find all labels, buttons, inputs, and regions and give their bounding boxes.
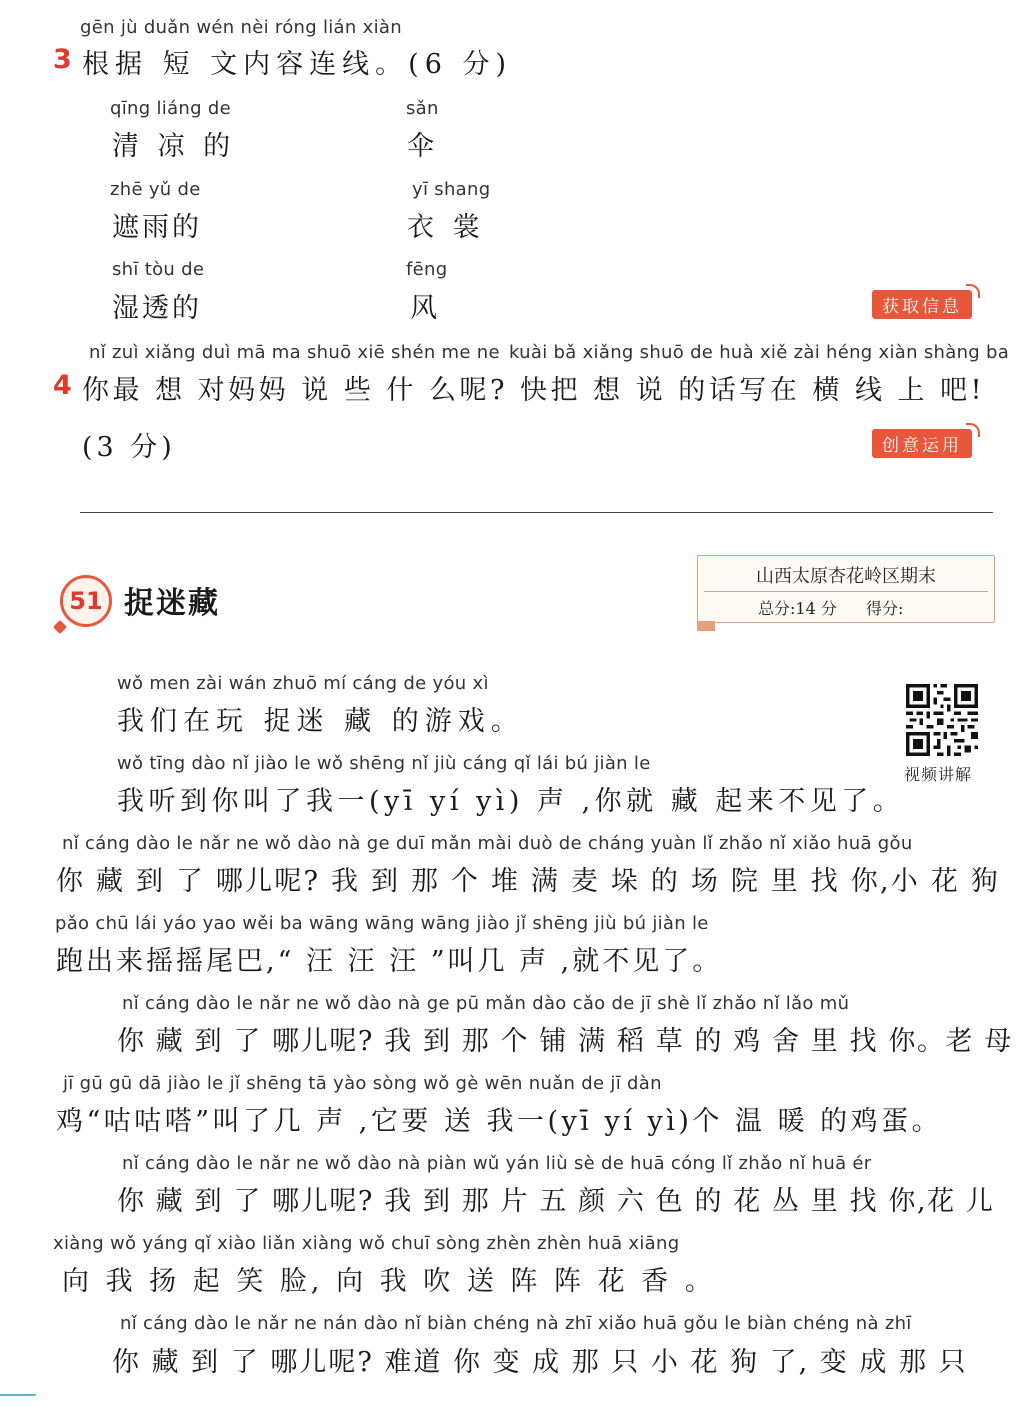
q3-right-3[interactable]: 风 <box>410 293 442 324</box>
passage-line-3: 你 藏 到 了 哪儿呢? 我 到 那 个 堆 满 麦 垛 的 场 院 里 找 你,小 花 狗 <box>56 866 1000 897</box>
passage-pinyin-2: wǒ tīng dào nǐ jiào le wǒ shēng nǐ jiù cáng qǐ lái bú jiàn le <box>117 753 651 774</box>
passage-pinyin-3: nǐ cáng dào le nǎr ne wǒ dào nà ge duī mǎn mài duò de cháng yuàn lǐ zhǎo nǐ xiǎo huā gǒu <box>62 833 913 854</box>
lesson-number-badge: 51 <box>60 575 112 627</box>
passage-pinyin-7: nǐ cáng dào le nǎr ne wǒ dào nà piàn wǔ yán liù sè de huā cóng lǐ zhǎo nǐ huā ér <box>122 1153 872 1174</box>
q3-left-1[interactable]: 清 凉 的 <box>112 131 236 162</box>
q3-right-2-pinyin: yī shang <box>412 179 491 200</box>
score-box-divider <box>704 591 988 592</box>
passage-line-5: 你 藏 到 了 哪儿呢? 我 到 那 个 铺 满 稻 草 的 鸡 舍 里 找 你。老 母 <box>117 1026 1013 1057</box>
q4-number: 4 <box>53 370 72 401</box>
page-corner-mark <box>0 1394 36 1400</box>
score-box <box>697 555 995 623</box>
q4-prompt: 你最 想 对妈妈 说 些 什 么呢? 快把 想 说 的话写在 横 线 上 吧! <box>82 375 985 406</box>
q3-left-2-pinyin: zhē yǔ de <box>110 179 201 200</box>
passage-line-7: 你 藏 到 了 哪儿呢? 我 到 那 片 五 颜 六 色 的 花 丛 里 找 你,花 儿 <box>117 1186 995 1217</box>
qr-code-icon[interactable] <box>906 684 978 756</box>
badge-creative: 创意运用 <box>872 429 972 458</box>
q3-right-1[interactable]: 伞 <box>407 131 439 162</box>
q3-left-1-pinyin: qīng liáng de <box>110 98 231 119</box>
passage-line-6: 鸡“咕咕嗒”叫了几 声 ,它要 送 我一(yī yí yì)个 温 暖 的鸡蛋。 <box>56 1106 943 1137</box>
passage-line-9: 你 藏 到 了 哪儿呢? 难道 你 变 成 那 只 小 花 狗 了, 变 成 那 只 <box>112 1347 968 1378</box>
q3-pinyin: gēn jù duǎn wén nèi róng lián xiàn <box>80 17 402 38</box>
q3-number: 3 <box>53 44 72 75</box>
passage-line-4: 跑出来摇摇尾巴,“ 汪 汪 汪 ”叫几 声 ,就不见了。 <box>56 946 723 977</box>
passage-pinyin-8: xiàng wǒ yáng qǐ xiào liǎn xiàng wǒ chuī sòng zhèn zhèn huā xiāng <box>53 1233 680 1254</box>
q4-pinyin-a: nǐ zuì xiǎng duì mā ma shuō xiē shén me ne <box>89 342 500 363</box>
badge-get-info: 获取信息 <box>872 290 972 319</box>
passage-pinyin-1: wǒ men zài wán zhuō mí cáng de yóu xì <box>117 673 489 694</box>
q3-left-3-pinyin: shī tòu de <box>112 259 205 280</box>
passage-pinyin-5: nǐ cáng dào le nǎr ne wǒ dào nà ge pū mǎn dào cǎo de jī shè lǐ zhǎo nǐ lǎo mǔ <box>122 993 850 1014</box>
q3-left-2[interactable]: 遮雨的 <box>112 212 202 243</box>
total-score: 总分:14 分 <box>758 599 837 618</box>
passage-line-2: 我听到你叫了我一(yī yí yì) 声 ,你就 藏 起来不见了。 <box>117 786 905 817</box>
passage-line-8: 向 我 扬 起 笑 脸, 向 我 吹 送 阵 阵 花 香 。 <box>62 1266 716 1297</box>
qr-label: 视频讲解 <box>904 765 973 784</box>
passage-line-1: 我们在玩 捉迷 藏 的游戏。 <box>117 706 524 737</box>
score-field[interactable]: 得分: <box>866 599 904 618</box>
passage-pinyin-9: nǐ cáng dào le nǎr ne nán dào nǐ biàn chéng nà zhī xiǎo huā gǒu le biàn chéng nà zhī <box>120 1313 912 1334</box>
lesson-title: 捉迷藏 <box>124 586 220 621</box>
q3-right-1-pinyin: sǎn <box>406 98 439 119</box>
score-box-fold <box>697 621 715 631</box>
passage-pinyin-6: jī gū gū dā jiào le jǐ shēng tā yào sòng wǒ gè wēn nuǎn de jī dàn <box>63 1073 662 1094</box>
passage-pinyin-4: pǎo chū lái yáo yao wěi ba wāng wāng wāng jiào jǐ shēng jiù bú jiàn le <box>55 913 709 934</box>
answer-line[interactable] <box>80 512 993 513</box>
q3-right-2[interactable]: 衣 裳 <box>407 212 485 243</box>
q4-score: (3 分) <box>82 432 176 463</box>
q3-left-3[interactable]: 湿透的 <box>112 293 202 324</box>
q3-prompt: 根据 短 文内容连线。(6 分) <box>82 49 512 80</box>
q3-right-3-pinyin: fēng <box>406 259 448 280</box>
exam-source: 山西太原杏花岭区期末 <box>756 566 936 587</box>
q4-pinyin-b: kuài bǎ xiǎng shuō de huà xiě zài héng xiàn shàng ba <box>509 342 1010 363</box>
